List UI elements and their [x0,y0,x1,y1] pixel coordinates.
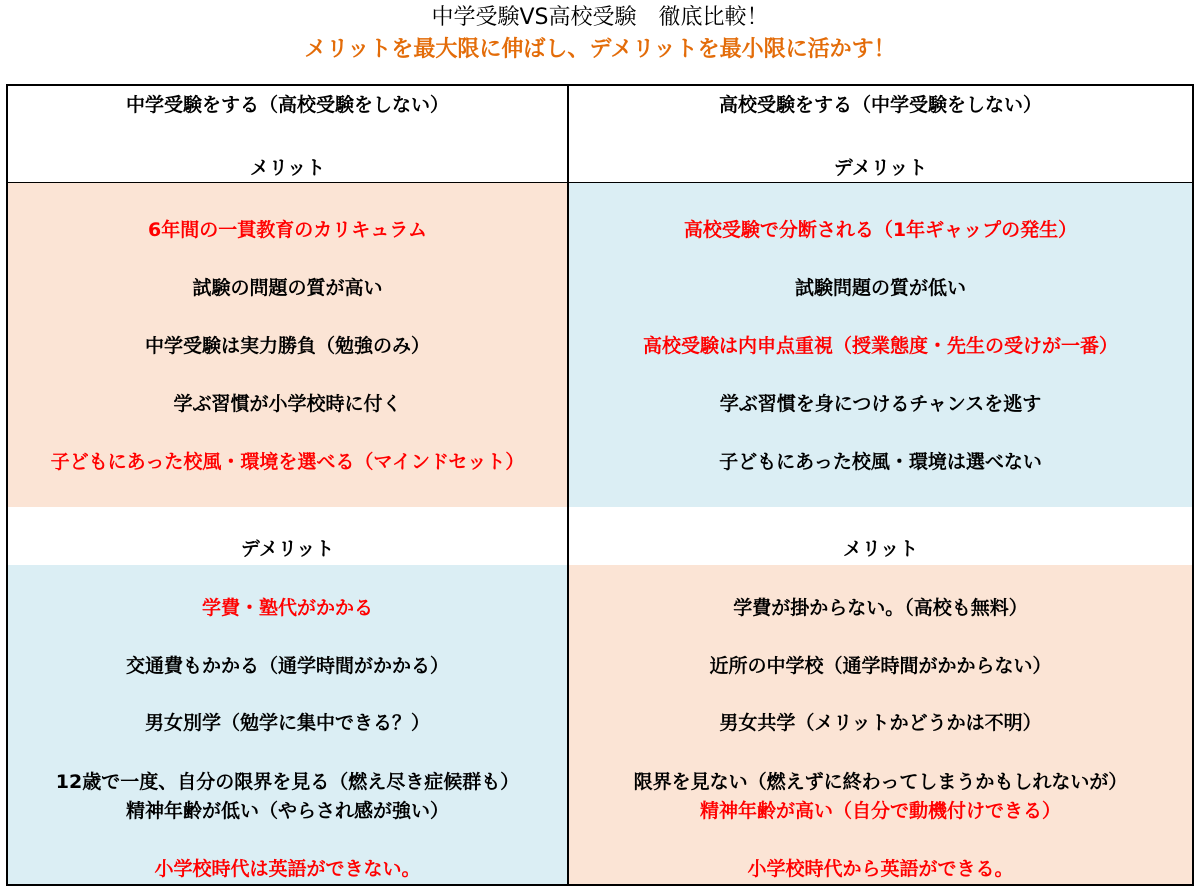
right-demerit-label: デメリット [833,157,928,179]
right-demerit-item: 学ぶ習慣を身につけるチャンスを逃す [719,393,1042,415]
right-merit-item: 精神年齢が高い（自分で動機付けできる） [699,800,1061,822]
header-divider [6,182,1194,183]
left-merit-item: 6年間の一貫教育のカリキュラム [147,219,428,241]
left-column-heading: 中学受験をする（高校受験をしない） [125,94,449,116]
page-title: 中学受験VS高校受験 徹底比較！ [431,5,769,30]
right-merit-item: 近所の中学校（通学時間がかからない） [709,655,1052,677]
left-demerit-item: 学費・塾代がかかる [201,597,373,619]
left-merit-item: 子どもにあった校風・環境を選べる（マインドセット） [50,451,525,473]
left-merit-label: メリット [249,157,326,179]
column-divider [567,84,569,886]
right-merit-item: 学費が掛からない。（高校も無料） [733,597,1028,619]
left-demerit-item: 交通費もかかる（通学時間がかかる） [125,655,449,677]
right-merit-item: 小学校時代から英語ができる。 [747,858,1014,880]
right-demerit-item: 試験問題の質が低い [794,277,966,299]
left-demerit-item: 精神年齢が低い（やらされ感が強い） [125,800,449,822]
left-demerit-item: 小学校時代は英語ができない。 [154,858,421,880]
left-demerit-label: デメリット [240,538,335,560]
right-column-heading: 高校受験をする（中学受験をしない） [718,94,1042,116]
left-merit-item: 中学受験は実力勝負（勉強のみ） [144,335,430,357]
right-merit-item: 限界を見ない（燃えずに終わってしまうかもしれないが） [633,771,1128,793]
left-merit-item: 学ぶ習慣が小学校時に付く [173,393,402,415]
left-demerit-item: 男女別学（勉学に集中できる？） [144,712,430,734]
left-demerit-item: 12歳で一度、自分の限界を見る（燃え尽き症候群も） [55,771,520,793]
right-merit-item: 男女共学（メリットかどうかは不明） [719,712,1042,734]
page-subtitle: メリットを最大限に伸ばし、デメリットを最小限に活かす！ [304,37,896,62]
left-merit-item: 試験の問題の質が高い [192,277,383,299]
right-demerit-item: 子どもにあった校風・環境は選べない [719,451,1042,473]
right-demerit-item: 高校受験は内申点重視（授業態度・先生の受けが一番） [642,335,1118,357]
comparison-table [6,84,1194,886]
right-demerit-item: 高校受験で分断される（1年ギャップの発生） [683,219,1078,241]
right-merit-label: メリット [842,538,919,560]
